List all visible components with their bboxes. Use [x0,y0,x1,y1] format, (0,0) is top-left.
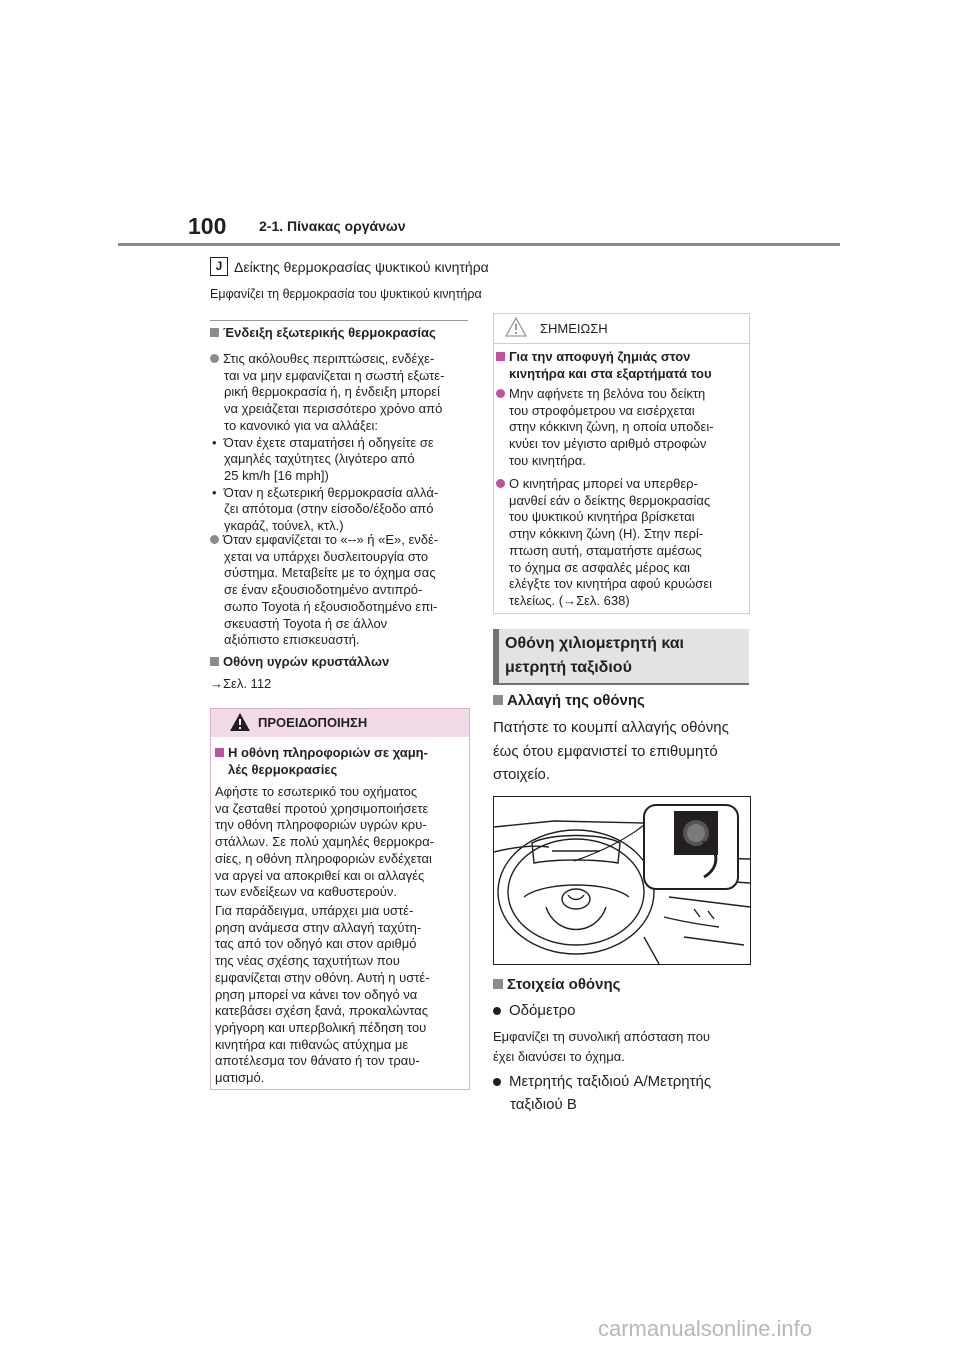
warning-paragraph-1: Αφήστε το εσωτερικό του οχήματος να ζεσταθεί προτού χρησιμοποιήσετε την οθόνη πληροφοριών υγρών κρυ- στάλλων. Σε πολύ χαμηλές θερμοκρα- σίες, η οθόνη πληροφοριών ενδέχεται να αργεί να αποκριθεί και οι αλλαγές των ενδείξεων να καθυστερούν. [215,784,435,900]
odometer-description: Εμφανίζει τη συνολική απόσταση που έχει διανύσει το όχημα. [493,1029,711,1064]
item-title: Δείκτης θερμοκρασίας ψυκτικού κινητήρα [234,259,489,275]
malfunction-paragraph: Όταν εμφανίζεται το «--» ή «E», ενδέ- χεται να υπάρχει δυσλειτουργία στο σύστημα. Μεταβείτε με το όχημα σας σε έναν εξουσιοδοτημένο αντιπρό- σωπο Toyota ή εξουσιοδοτημένο επι- σκευαστή Toyota ή σε άλλον αξιόπιστο επισκευαστή. [210,532,470,649]
square-bullet-icon [493,979,503,989]
display-items-heading: Στοιχεία οθόνης [493,974,620,996]
odometer-item: Οδόμετρο [493,1000,576,1022]
note-paragraph-1: Μην αφήνετε τη βελόνα του δείκτη του στροφόμετρου να εισέρχεται στην κόκκινη ζώνη, η οποία υποδει- κνύει τον μέγιστο αριθμό στροφών του κινητήρα. [496,386,746,470]
watermark: carmanualsonline.info [598,1316,813,1341]
warning-paragraph-2: Για παράδειγμα, υπάρχει μια υστέ- ρηση ανάμεσα στην αλλαγή ταχύτη- τας από τον οδηγό και στον αριθμό της νέας σχέσης ταχυτήτων που εμφανίζεται στην οθόνη. Αυτή η υστέ- ρηση μπορεί να κάνει τον οδηγό να κατεβάσει σχέση ξανά, προκαλώντας γρήγορη και υπερβολική πέδηση του κινητήρα και πιθανώς ατύχημα με αποτέλεσμα τον θάνατο ή τον τραυ- ματισμό. [215,903,430,1086]
warning-heading: Η οθόνη πληροφοριών σε χαμη- λές θερμοκρασίες [215,745,467,778]
section-title-bar [493,629,499,683]
section-title-rule [493,683,749,685]
trip-meter-item: Μετρητής ταξιδιού A/Μετρητής ταξιδιού B [493,1070,711,1116]
bullet-icon [496,389,505,398]
note-heading: Για την αποφυγή ζημιάς στον κινητήρα και στα εξαρτήματά του [496,349,746,382]
warning-triangle-icon [229,712,251,732]
page-number: 100 [188,213,227,239]
bullet-icon [493,1007,501,1015]
warning-title: ΠΡΟΕΙΔΟΠΟΙΗΣΗ [258,715,368,730]
section-header: 2-1. Πίνακας οργάνων [259,218,406,234]
square-bullet-icon [496,352,505,361]
caution-triangle-icon [505,317,527,337]
square-bullet-icon [210,328,219,337]
bullet-icon [210,354,219,363]
change-display-heading: Αλλαγή της οθόνης [493,690,645,712]
steering-wheel-illustration [493,796,751,965]
bullet-icon [493,1078,501,1086]
square-bullet-icon [215,748,224,757]
bullet-icon [210,535,219,544]
outside-temp-heading: Ένδειξη εξωτερικής θερμοκρασίας [210,325,436,342]
heading-rule [210,320,468,321]
note-title: ΣΗΜΕΙΩΣΗ [540,321,608,336]
outside-temp-paragraph: Στις ακόλουθες περιπτώσεις, ενδέχε- ται να μην εμφανίζεται η σωστή εξωτε- ρική θερμοκρασία ή, η ένδειξη μπορεί να χρειάζεται περισσότερο χρόνο από το κανονικό για να αλλάξει: • Όταν έχετε σταματήσει ή οδηγείτε σε χαμηλές ταχύτητες (λιγότερο από 25 km/h [16 mph]) • Όταν η εξωτερική θερμοκρασία αλλά- ζει απότομα (στην είσοδο/έξοδο από γκαράζ, τούνελ, κτλ.) [212,351,445,534]
change-display-text: Πατήστε το κουμπί αλλαγής οθόνης έως ότου εμφανιστεί το επιθυμητό στοιχείο. [493,719,729,783]
item-description: Εμφανίζει τη θερμοκρασία του ψυκτικού κινητήρα [210,287,482,301]
section-title: Οθόνη χιλιομετρητή και μετρητή ταξιδιού [505,635,684,676]
dashboard-drawing [494,797,750,964]
header-rule [118,243,840,246]
bullet-icon [496,479,505,488]
note-title-band [494,314,749,344]
item-tag: J [210,257,228,276]
note-paragraph-2: Ο κινητήρας μπορεί να υπερθερ- μανθεί εάν ο δείκτης θερμοκρασίας του ψυκτικού κινητήρα βρίσκεται στην κόκκινη ζώνη (H). Στην περί- πτωση αυτή, σταματήστε αμέσως το όχημα σε ασφαλές μέρος και ελέγξτε τον κινητήρα αφού κρυώσει τελείως. (→Σελ. 638) [496,476,746,610]
lcd-heading: Οθόνη υγρών κρυστάλλων [210,654,389,671]
square-bullet-icon [493,695,503,705]
lcd-page-ref[interactable]: →Σελ. 112 [210,676,272,691]
square-bullet-icon [210,657,219,666]
